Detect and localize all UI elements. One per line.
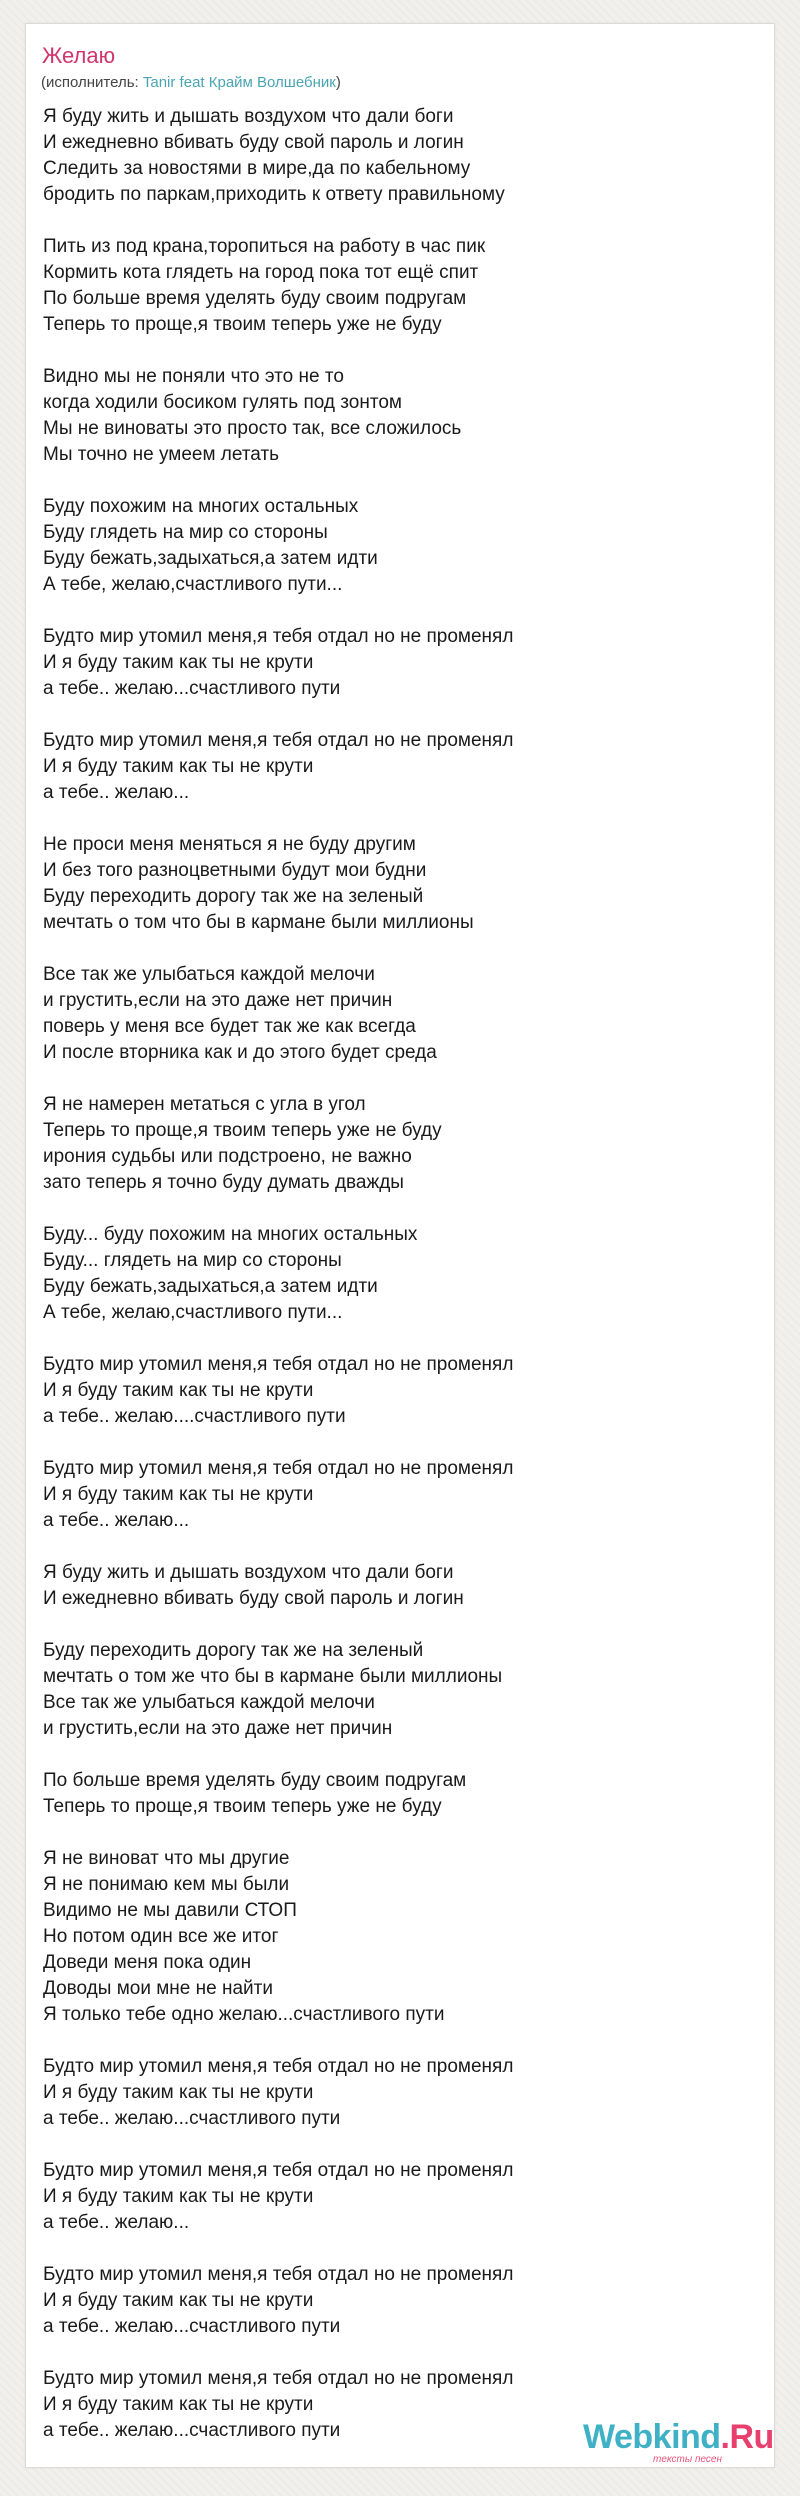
lyric-line: и грустить,если на это даже нет причин xyxy=(43,1718,393,1739)
lyric-line: Буду переходить дорогу так же на зеленый xyxy=(43,1640,424,1661)
lyric-line: Я не намерен метаться с угла в угол xyxy=(43,1094,366,1115)
lyric-line: а тебе.. желаю...счастливого пути xyxy=(43,2420,341,2441)
lyric-line: Будто мир утомил меня,я тебя отдал но не променял xyxy=(43,2368,514,2389)
lyric-line: И я буду таким как ты не крути xyxy=(43,652,314,673)
lyric-line: Все так же улыбаться каждой мелочи xyxy=(43,1692,375,1713)
lyric-line: Буду бежать,задыхаться,а затем идти xyxy=(43,1276,378,1297)
lyric-line: и грустить,если на это даже нет причин xyxy=(43,990,393,1011)
lyric-line: И я буду таким как ты не крути xyxy=(43,1484,314,1505)
lyrics-stanza xyxy=(43,1092,763,1196)
lyrics-stanza xyxy=(43,832,763,936)
lyric-line: Кормить кота глядеть на город пока тот ещё спит xyxy=(43,262,479,283)
lyric-line: а тебе.. желаю... xyxy=(43,1510,190,1531)
lyrics-stanza xyxy=(43,104,763,208)
lyric-line: И без того разноцветными будут мои будни xyxy=(43,860,427,881)
lyric-line: Доводы мои мне не найти xyxy=(43,1978,273,1999)
lyric-line: Все так же улыбаться каждой мелочи xyxy=(43,964,375,985)
lyrics-stanza xyxy=(43,1846,763,2028)
lyrics-stanza xyxy=(43,364,763,468)
lyric-line: И после вторника как и до этого будет среда xyxy=(43,1042,437,1063)
lyric-line: И ежедневно вбивать буду свой пароль и логин xyxy=(43,1588,464,1609)
lyric-line: Будто мир утомил меня,я тебя отдал но не променял xyxy=(43,1458,514,1479)
lyric-line: Доведи меня пока один xyxy=(43,1952,252,1973)
site-logo[interactable] xyxy=(583,2417,774,2477)
lyric-line: Но потом один все же итог xyxy=(43,1926,279,1947)
lyric-line: И я буду таким как ты не крути xyxy=(43,2290,314,2311)
lyric-line: Теперь то проще,я твоим теперь уже не буду xyxy=(43,1120,442,1141)
lyric-line: Будто мир утомил меня,я тебя отдал но не променял xyxy=(43,2160,514,2181)
artist-link[interactable]: Tanir feat Крайм Волшебник xyxy=(142,74,336,91)
lyric-line: Видно мы не поняли что это не то xyxy=(43,366,344,387)
lyrics-stanza xyxy=(43,728,763,806)
lyric-line: Буду похожим на многих остальных xyxy=(43,496,359,517)
lyric-line: а тебе.. желаю....счастливого пути xyxy=(43,1406,346,1427)
page-title: Желаю xyxy=(42,43,116,68)
lyric-line: Будто мир утомил меня,я тебя отдал но не променял xyxy=(43,730,514,751)
lyric-line: И я буду таким как ты не крути xyxy=(43,756,314,777)
artist-line xyxy=(41,73,341,93)
lyric-line: Буду... глядеть на мир со стороны xyxy=(43,1250,342,1271)
lyric-line: а тебе.. желаю...счастливого пути xyxy=(43,2316,341,2337)
lyric-line: а тебе.. желаю...счастливого пути xyxy=(43,2108,341,2129)
lyric-line: ирония судьбы или подстроено, не важно xyxy=(43,1146,412,1167)
lyric-line: а тебе.. желаю... xyxy=(43,782,190,803)
artist-suffix: ) xyxy=(335,74,341,91)
lyric-line: Теперь то проще,я твоим теперь уже не буду xyxy=(43,314,442,335)
lyric-line: Не проси меня меняться я не буду другим xyxy=(43,834,416,855)
lyric-line: Я не виноват что мы другие xyxy=(43,1848,290,1869)
lyric-line: Теперь то проще,я твоим теперь уже не буду xyxy=(43,1796,442,1817)
lyrics-stanza xyxy=(43,624,763,702)
logo-brand: Webkind xyxy=(583,2418,721,2456)
lyric-line: Будто мир утомил меня,я тебя отдал но не променял xyxy=(43,2056,514,2077)
lyric-line: Будто мир утомил меня,я тебя отдал но не променял xyxy=(43,1354,514,1375)
lyrics-stanza xyxy=(43,1768,763,1820)
logo-tld: .Ru xyxy=(720,2418,774,2456)
lyrics-stanza xyxy=(43,1638,763,1742)
lyric-line: Буду переходить дорогу так же на зеленый xyxy=(43,886,424,907)
lyric-line: Я только тебе одно желаю...счастливого пути xyxy=(43,2004,445,2025)
lyric-line: Буду бежать,задыхаться,а затем идти xyxy=(43,548,378,569)
lyric-line: зато теперь я точно буду думать дважды xyxy=(43,1172,404,1193)
lyric-line: а тебе.. желаю... xyxy=(43,2212,190,2233)
lyric-line: И я буду таким как ты не крути xyxy=(43,2394,314,2415)
lyric-line: Будто мир утомил меня,я тебя отдал но не променял xyxy=(43,2264,514,2285)
lyric-line: Пить из под крана,торопиться на работу в час пик xyxy=(43,236,486,257)
lyric-line: По больше время уделять буду своим подругам xyxy=(43,288,467,309)
lyric-line: Я буду жить и дышать воздухом что дали боги xyxy=(43,1562,454,1583)
lyric-line: бродить по паркам,приходить к ответу правильному xyxy=(43,184,505,205)
lyric-line: когда ходили босиком гулять под зонтом xyxy=(43,392,402,413)
lyric-line: Буду... буду похожим на многих остальных xyxy=(43,1224,418,1245)
lyric-line: А тебе, желаю,счастливого пути... xyxy=(43,574,343,595)
lyric-line: Видимо не мы давили СТОП xyxy=(43,1900,297,1921)
lyric-line: И я буду таким как ты не крути xyxy=(43,2082,314,2103)
lyric-line: Мы точно не умеем летать xyxy=(43,444,280,465)
lyric-line: Будто мир утомил меня,я тебя отдал но не променял xyxy=(43,626,514,647)
lyrics-stanza xyxy=(43,2262,763,2340)
lyric-line: И ежедневно вбивать буду свой пароль и логин xyxy=(43,132,464,153)
lyric-line: Я буду жить и дышать воздухом что дали боги xyxy=(43,106,454,127)
lyrics-stanza xyxy=(43,1560,763,1612)
lyrics-body xyxy=(43,104,763,2470)
lyric-line: А тебе, желаю,счастливого пути... xyxy=(43,1302,343,1323)
logo-wordmark xyxy=(583,2417,774,2457)
lyric-line: мечтать о том же что бы в кармане были миллионы xyxy=(43,1666,503,1687)
lyric-line: И я буду таким как ты не крути xyxy=(43,2186,314,2207)
lyric-line: Я не понимаю кем мы были xyxy=(43,1874,290,1895)
lyrics-stanza xyxy=(43,1352,763,1430)
lyric-line: поверь у меня все будет так же как всегда xyxy=(43,1016,416,1037)
lyrics-stanza xyxy=(43,1456,763,1534)
lyrics-stanza xyxy=(43,1222,763,1326)
lyric-line: Мы не виноваты это просто так, все сложилось xyxy=(43,418,462,439)
artist-prefix: (исполнитель: xyxy=(41,74,143,91)
lyric-line: а тебе.. желаю...счастливого пути xyxy=(43,678,341,699)
lyrics-stanza xyxy=(43,234,763,338)
lyrics-stanza xyxy=(43,2054,763,2132)
lyrics-card xyxy=(25,23,775,2468)
lyric-line: Буду глядеть на мир со стороны xyxy=(43,522,328,543)
lyrics-stanza xyxy=(43,2158,763,2236)
lyrics-stanza xyxy=(43,962,763,1066)
lyrics-stanza xyxy=(43,494,763,598)
logo-tagline: тексты песен xyxy=(653,2454,722,2465)
lyric-line: мечтать о том что бы в кармане были миллионы xyxy=(43,912,474,933)
lyric-line: Следить за новостями в мире,да по кабельному xyxy=(43,158,471,179)
lyric-line: По больше время уделять буду своим подругам xyxy=(43,1770,467,1791)
lyric-line: И я буду таким как ты не крути xyxy=(43,1380,314,1401)
